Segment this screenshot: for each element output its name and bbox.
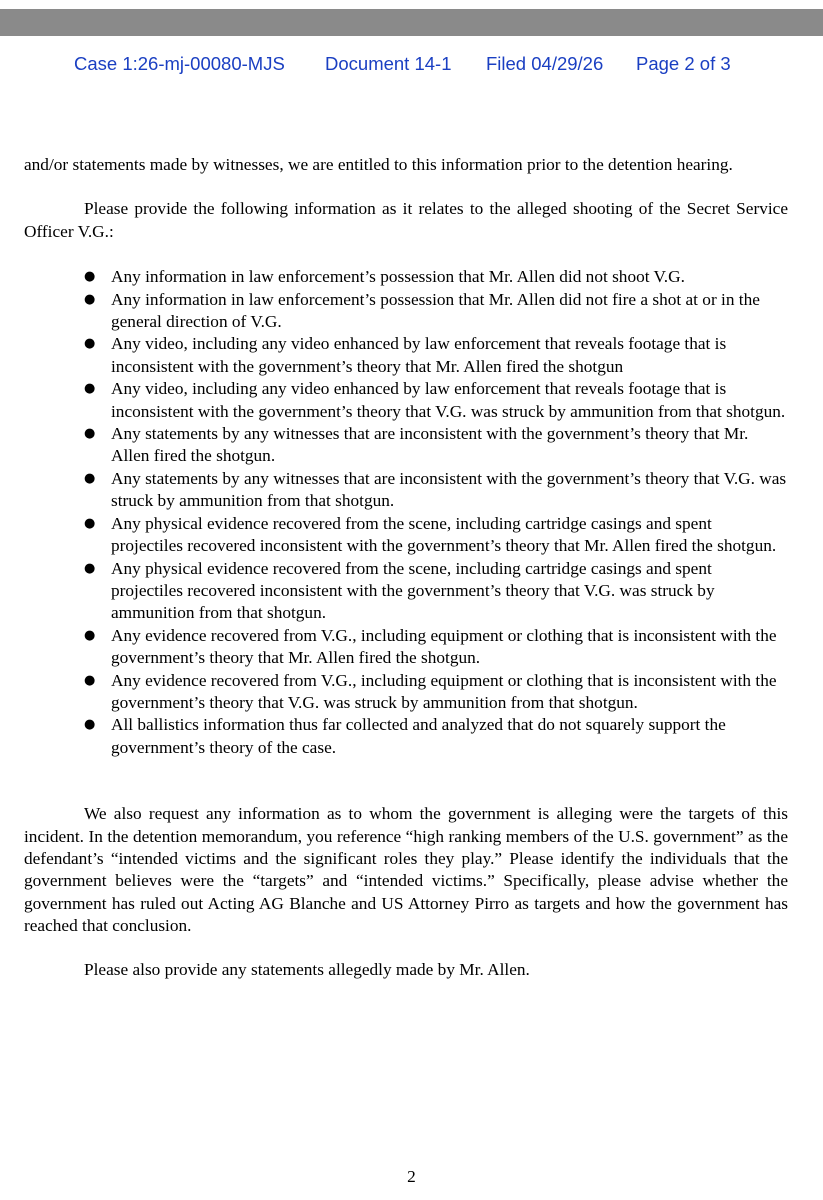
list-item: ● Any video, including any video enhanced by law enforcement that reveals footage that is inconsistent with the government’s theory that V.G. was struck by ammunition from that shotgun. [84,379,786,421]
list-item: ● Any physical evidence recovered from the scene, including cartridge casings and spent projectiles recovered inconsistent with the government’s theory that Mr. Allen fired the shotgun. [84,513,777,556]
targets-paragraph: We also request any information as to whom the government is alleging were the targets of this incident. In the detention memorandum, you reference “high ranking members of the U.S. government” as the defendant’s “intended victims and the significant roles they play.” Please identify the individuals that the government believes were the “targets” and “intended victims.” Specifically, please advise whether the government has ruled out Acting AG Blanche and US Attorney Pirro as targets and how the government has reached that conclusion. [24,804,788,936]
page-number: 2 [407,1167,416,1186]
bullet-icon: ● [84,560,96,576]
list-item: ● Any information in law enforcement’s possession that Mr. Allen did not shoot V.G. [24,266,788,288]
list-item: ● Any information in law enforcement’s possession that Mr. Allen did not fire a shot at or in the general direction of V.G. [84,289,760,332]
list-item: ● Any statements by any witnesses that are inconsistent with the government’s theory that Mr. Allen fired the shotgun. [84,424,749,466]
list-item: ● Any evidence recovered from V.G., including equipment or clothing that is inconsistent with the government’s theory that Mr. Allen fired the shotgun. [84,625,777,668]
letter-body [24,154,788,981]
request-paragraph: Please provide the following information as it relates to the alleged shooting of the Secret Service Officer V.G.: [24,199,788,241]
bullet-icon: ● [84,269,96,285]
top-gray-bar [0,9,823,36]
bullet-icon: ● [84,426,96,442]
list-item: ● Any video, including any video enhanced by law enforcement that reveals footage that is inconsistent with the government’s theory that Mr. Allen fired the shotgun [84,334,727,376]
statements-paragraph: Please also provide any statements allegedly made by Mr. Allen. [84,959,530,979]
bullet-icon: ● [84,717,96,733]
ecf-header [0,53,823,79]
request-list [24,266,788,759]
list-item: ● Any evidence recovered from V.G., including equipment or clothing that is inconsistent with the government’s theory that V.G. was struck by ammunition from that shotgun. [84,670,777,712]
list-item: ● Any statements by any witnesses that are inconsistent with the government’s theory that V.G. was struck by ammunition from that shotgun. [84,468,787,511]
bullet-icon: ● [84,627,96,643]
document-number: Document 14-1 [325,53,452,74]
bullet-icon: ● [84,672,96,688]
list-item: ● All ballistics information thus far collected and analyzed that do not squarely support the government’s theory of the case. [84,715,726,757]
bullet-icon: ● [84,336,96,352]
bullet-icon: ● [84,515,96,531]
bullet-icon: ● [84,470,96,486]
page-indicator: Page 2 of 3 [636,53,731,74]
list-item: ● Any physical evidence recovered from the scene, including cartridge casings and spent projectiles recovered inconsistent with the government’s theory that V.G. was struck by ammunition from that shotgun. [84,558,715,623]
case-number: Case 1:26-mj-00080-MJS [74,53,285,74]
filed-date: Filed 04/29/26 [486,53,604,74]
bullet-icon: ● [84,381,96,397]
intro-paragraph: and/or statements made by witnesses, we are entitled to this information prior to the detention hearing. [24,155,733,174]
bullet-icon: ● [84,291,96,307]
